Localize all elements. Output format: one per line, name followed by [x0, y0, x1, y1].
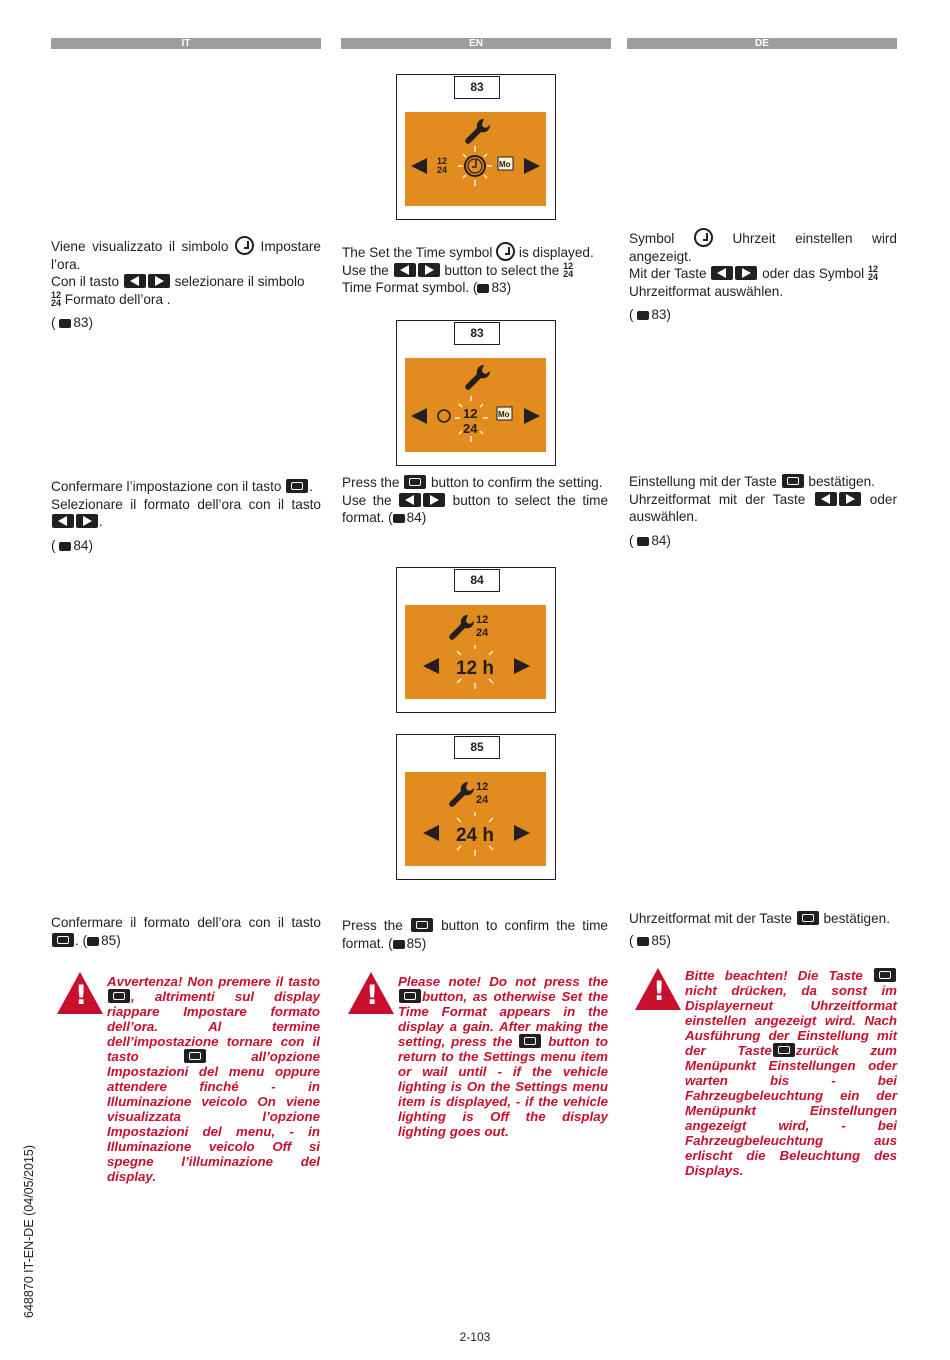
arrow-left-icon	[411, 158, 427, 174]
fmt-12-label: 12	[476, 781, 489, 793]
figure-83-clock	[396, 74, 556, 220]
arrow-right-icon	[524, 408, 540, 424]
wrench-icon	[449, 782, 474, 807]
arrow-right-icon	[514, 658, 530, 674]
ok-button-icon	[411, 918, 433, 932]
figure-number: 83	[454, 76, 500, 99]
display-screen	[405, 112, 546, 206]
de-step2: Einstellung mit der Taste bestätigen. Uhrzeitformat mit der Taste oder auswählen. ( 84)	[629, 474, 897, 548]
left-button-icon	[711, 266, 733, 280]
display-content	[405, 605, 546, 699]
fmt-24-label: 24	[437, 165, 448, 175]
display-screen	[405, 605, 546, 699]
time-format-icon: 12 24	[563, 260, 574, 279]
format-value: 24 h	[455, 825, 495, 846]
en-step2: Press the button to confirm the setting. Use the button to select the time format. ( 84)	[342, 475, 608, 525]
figure-ref-icon	[393, 940, 405, 949]
format-value: 12 h	[455, 658, 495, 679]
ok-button-icon	[184, 1049, 206, 1063]
figure-number: 85	[454, 736, 500, 759]
display-screen	[405, 772, 546, 866]
clock-icon	[694, 228, 713, 247]
clock-icon-highlighted	[458, 146, 492, 186]
time-format-icon: 12 24	[51, 289, 62, 308]
right-button-icon	[423, 493, 445, 507]
figure-83-format	[396, 320, 556, 466]
it-step3: Confermare il formato dell’ora con il tasto . ( 85)	[51, 915, 321, 948]
warning-icon	[348, 972, 394, 1014]
wrench-icon	[449, 615, 474, 640]
fmt-12-label: 12	[476, 614, 489, 626]
wrench-icon	[465, 119, 490, 144]
wrench-icon	[465, 365, 490, 390]
arrow-right-icon	[514, 825, 530, 841]
display-screen	[405, 358, 546, 452]
figure-number: 84	[454, 569, 500, 592]
left-button-icon	[52, 514, 74, 528]
left-button-icon	[124, 274, 146, 288]
fmt-12-label: 12	[437, 156, 448, 166]
ok-button-icon	[797, 911, 819, 925]
display-content	[405, 112, 546, 206]
column-header-de: DE	[627, 38, 897, 49]
figure-ref-icon	[637, 937, 649, 946]
figure-ref-icon	[59, 319, 71, 328]
it-step1: Viene visualizzato il simbolo Impostare l’ora. Con il tasto selezionare il simbolo 12 24 Formato dell’ora . ( 83)	[51, 236, 321, 332]
column-header-it: IT	[51, 38, 321, 49]
ok-button-icon	[404, 475, 426, 489]
page-number: 2-103	[459, 1330, 491, 1344]
figure-ref-icon	[637, 537, 649, 546]
it-step2: Confermare l’impostazione con il tasto . Selezionare il formato dell’ora con il tasto . ( 84)	[51, 479, 321, 553]
document-code: 648870 IT-EN-DE (04/05/2015)	[22, 1144, 36, 1318]
right-button-icon	[418, 263, 440, 277]
fmt-24-label: 24	[476, 627, 489, 639]
left-button-icon	[399, 493, 421, 507]
ok-button-icon	[399, 989, 421, 1003]
it-warning: Avvertenza! Non premere il tasto , altrimenti sul display riappare Impostare formato dell’ora. Al termine dell’impostazione tornare con il tasto all’opzione Impostazioni del menu oppure attendere finché - in Illuminazione veicolo On viene visualizzata l’opzione Impostazioni del menu, - in Illuminazione veicolo Off si spegne l’illuminazione del display.	[107, 974, 320, 1184]
mo-label: Mo	[499, 160, 511, 169]
right-button-icon	[839, 492, 861, 506]
mo-label: Mo	[498, 410, 510, 419]
left-button-icon	[815, 492, 837, 506]
ok-button-icon	[874, 968, 896, 982]
en-step1: The Set the Time symbol is displayed. Use the button to select the 12 24 Time Format symbol. ( 83)	[342, 242, 608, 297]
time-format-icon: 12 24	[867, 264, 878, 282]
figure-number: 83	[454, 322, 500, 345]
figure-84-12h	[396, 567, 556, 713]
arrow-right-icon	[524, 158, 540, 174]
clock-icon	[496, 242, 515, 261]
arrow-left-icon	[423, 825, 439, 841]
clock-icon	[235, 236, 254, 255]
ok-button-icon	[782, 474, 804, 488]
de-step1: Symbol Uhrzeit einstellen wird angezeigt. Mit der Taste oder das Symbol 12 24 Uhrzeitformat auswählen. ( 83)	[629, 228, 897, 324]
display-content	[405, 772, 546, 866]
warning-icon	[635, 968, 681, 1010]
ok-button-icon	[519, 1034, 541, 1048]
de-warning: Bitte beachten! Die Taste nicht drücken, da sonst im Displayerneut Uhrzeitformat einstellen angezeigt wird. Nach Ausführung der Einstellung mit der Taste zurück zum Menüpunkt Einstellungen oder warten bis - bei Fahrzeugbeleuchtung ein der Menüpunkt Einstellungen angezeigt wird, - bei Fahrzeugbeleuchtung aus erlischt die Beleuchtung des Displays.	[685, 968, 897, 1178]
de-step3: Uhrzeitformat mit der Taste bestätigen. ( 85)	[629, 911, 891, 948]
display-content	[405, 358, 546, 452]
clock-icon	[438, 410, 450, 422]
figure-ref-icon	[393, 514, 405, 523]
figure-ref-icon	[87, 937, 99, 946]
figure-ref-icon	[477, 284, 489, 293]
right-button-icon	[148, 274, 170, 288]
arrow-left-icon	[423, 658, 439, 674]
fmt-24-label: 24	[476, 794, 489, 806]
column-header-en: EN	[341, 38, 611, 49]
figure-ref-icon	[59, 542, 71, 551]
ok-button-icon	[773, 1043, 795, 1057]
arrow-left-icon	[411, 408, 427, 424]
figure-ref-icon	[637, 311, 649, 320]
warning-icon	[57, 972, 103, 1014]
en-warning: Please note! Do not press the button, as otherwise Set the Time Format appears in the display a gain. After making the setting, press the button to return to the Settings menu item or wail until - if the vehicle lighting is On the Settings menu item is displayed, - if the vehicle lighting is Off the display lighting goes out.	[398, 974, 608, 1139]
fmt-24-label: 24	[463, 421, 478, 436]
ok-button-icon	[52, 933, 74, 947]
en-step3: Press the button to confirm the time format. ( 85)	[342, 918, 608, 951]
left-button-icon	[394, 263, 416, 277]
figure-85-24h	[396, 734, 556, 880]
ok-button-icon	[108, 989, 130, 1003]
ok-button-icon	[286, 479, 308, 493]
right-button-icon	[735, 266, 757, 280]
fmt-12-label: 12	[463, 406, 478, 421]
right-button-icon	[76, 514, 98, 528]
